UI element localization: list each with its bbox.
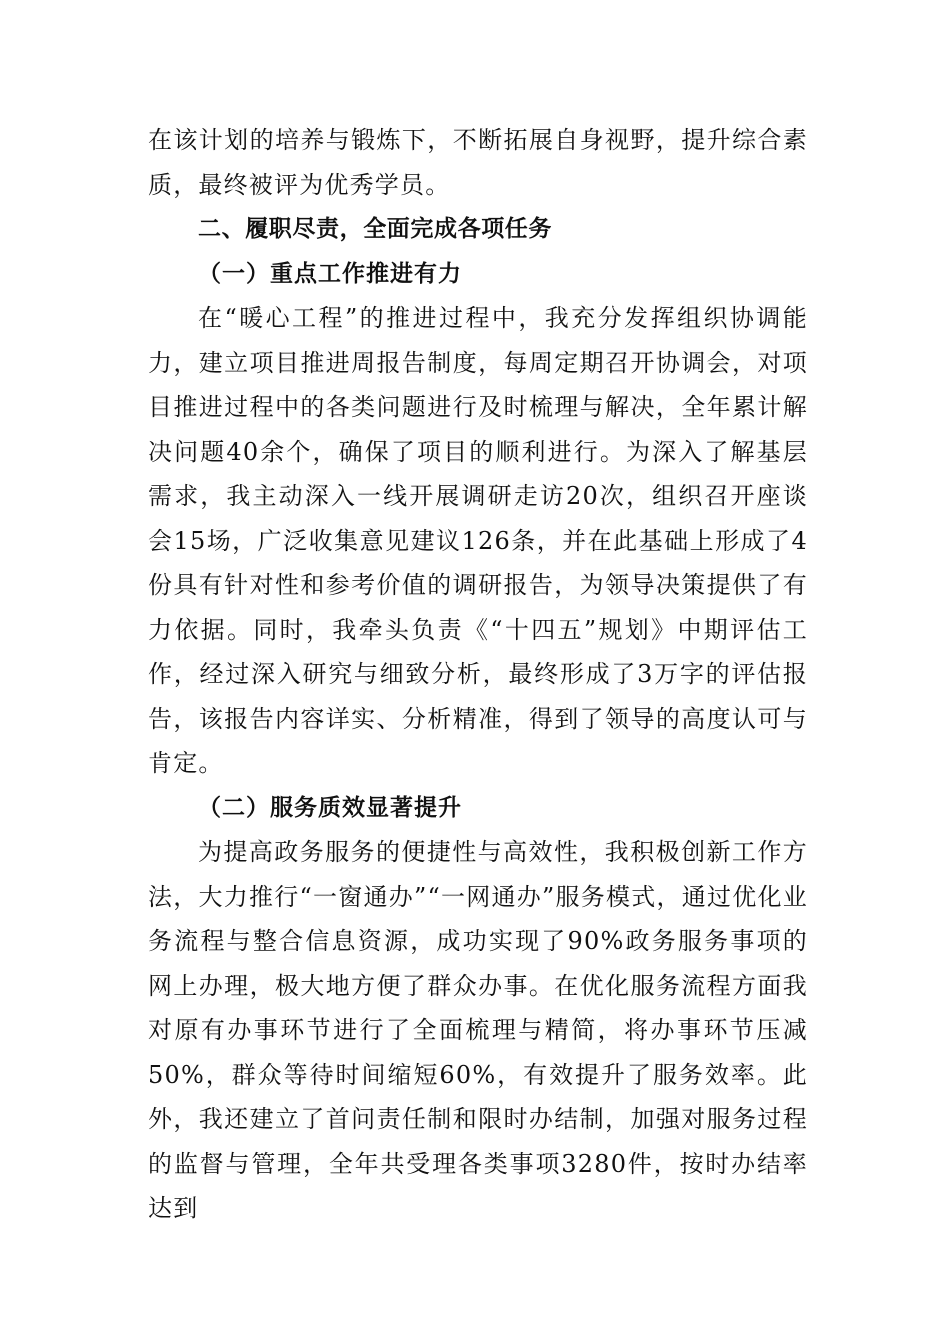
document-page [148, 118, 808, 1231]
subsection-heading-1: （一）重点工作推进有力 [198, 259, 462, 287]
section-heading-2: 二、履职尽责，全面完成各项任务 [198, 216, 552, 242]
body-paragraph-service-quality: 为提高政务服务的便捷性与高效性，我积极创新工作方法，大力推行“一窗通办”“一网通办”服务模式，通过优化业务流程与整合信息资源，成功实现了90%政务服务事项的网上办理，极大地方便了群众办事。在优化服务流程方面我对原有办事环节进行了全面梳理与精简，将办事环节压减50%，群众等待时间缩短60%，有效提升了服务效率。此外，我还建立了首问责任制和限时办结制，加强对服务过程的监督与管理，全年共受理各类事项3280件，按时办结率达到 [148, 838, 808, 1222]
body-paragraph-key-work: 在“暖心工程”的推进过程中，我充分发挥组织协调能力，建立项目推进周报告制度，每周定期召开协调会，对项目推进过程中的各类问题进行及时梳理与解决，全年累计解决问题40余个，确保了项目的顺利进行。为深入了解基层需求，我主动深入一线开展调研走访20次，组织召开座谈会15场，广泛收集意见建议126条，并在此基础上形成了4份具有针对性和参考价值的调研报告，为领导决策提供了有力依据。同时，我牵头负责《“十四五”规划》中期评估工作，经过深入研究与细致分析，最终形成了3万字的评估报告，该报告内容详实、分析精准，得到了领导的高度认可与肯定。 [148, 304, 808, 777]
subsection-heading-2: （二）服务质效显著提升 [198, 793, 462, 821]
body-paragraph-continued: 在该计划的培养与锻炼下，不断拓展自身视野，提升综合素质，最终被评为优秀学员。 [148, 126, 808, 199]
